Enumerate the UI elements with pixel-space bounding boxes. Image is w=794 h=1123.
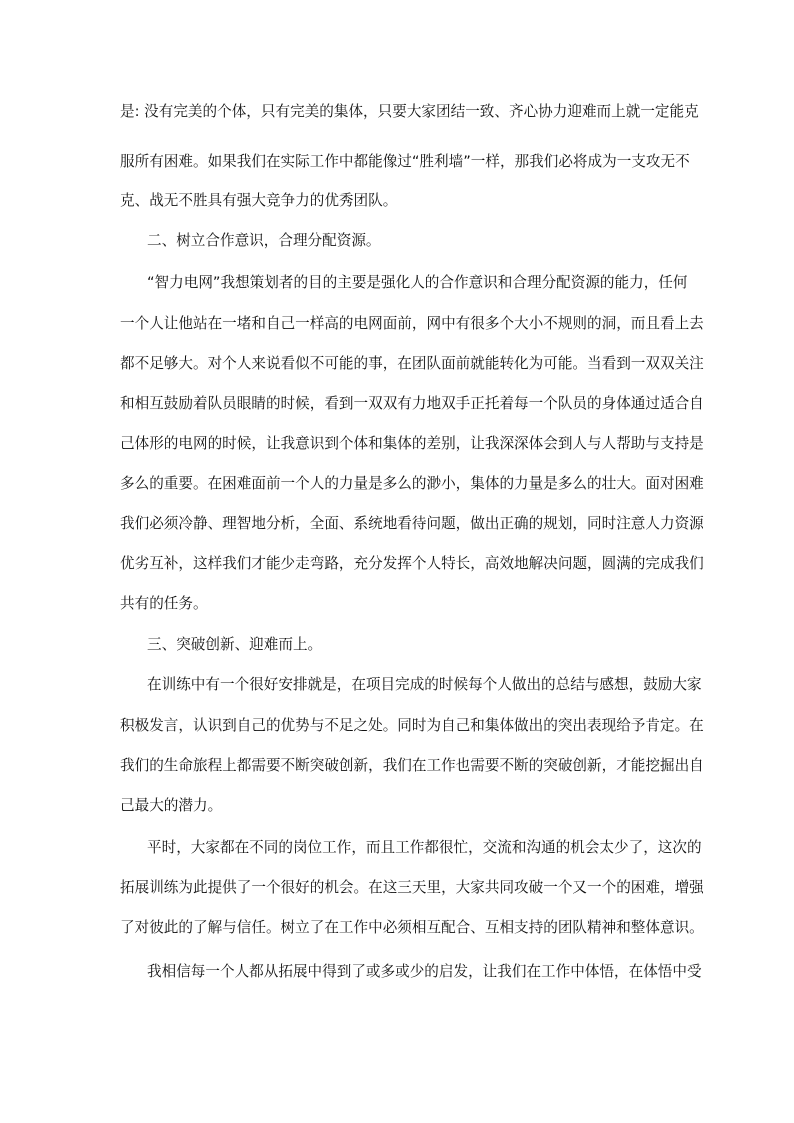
text-line: 我们必须冷静、理智地分析，全面、系统地看待问题，做出正确的规划，同时注意人力资源 <box>120 515 704 532</box>
text-line: 积极发言，认识到自己的优势与不足之处。同时为自己和集体做出的突出表现给予肯定。在 <box>120 717 704 734</box>
text-line: 了对彼此的了解与信任。树立了在工作中必须相互配合、互相支持的团队精神和整体意识。 <box>120 919 704 936</box>
text-line: 拓展训练为此提供了一个很好的机会。在这三天里，大家共同攻破一个又一个的困难，增强 <box>120 879 704 896</box>
text-line: 克、战无不胜具有强大竞争力的优秀团队。 <box>120 192 398 209</box>
text-line: 是: 没有完美的个体，只有完美的集体，只要大家团结一致、齐心协力迎难而上就一定能克 <box>120 103 699 120</box>
section-heading: 三、突破创新、迎难而上。 <box>147 636 323 653</box>
text-line: 平时，大家都在不同的岗位工作，而且工作都很忙，交流和沟通的机会太少了，这次的 <box>147 839 702 856</box>
text-line: 我们的生命旅程上都需要不断突破创新，我们在工作也需要不断的突破创新，才能挖掘出自 <box>120 757 704 774</box>
text-line: 和相互鼓励着队员眼睛的时候，看到一双双有力地双手正托着每一个队员的身体通过适合自 <box>120 395 704 412</box>
text-line: 共有的任务。 <box>120 595 208 612</box>
text-line: 己体形的电网的时候，让我意识到个体和集体的差别，让我深深体会到人与人帮助与支持是 <box>120 435 704 452</box>
text-line: 都不足够大。对个人来说看似不可能的事，在团队面前就能转化为可能。当看到一双双关注 <box>120 355 704 372</box>
text-line: “智力电网”我想策划者的目的主要是强化人的合作意识和合理分配资源的能力，任何 <box>147 274 688 291</box>
text-line: 己最大的潜力。 <box>120 797 223 814</box>
text-line: 服所有困难。如果我们在实际工作中都能像过“胜利墙”一样，那我们必将成为一支攻无不 <box>120 153 690 170</box>
text-line: 在训练中有一个很好安排就是，在项目完成的时候每个人做出的总结与感想，鼓励大家 <box>147 676 702 693</box>
text-line: 多么的重要。在困难面前一个人的力量是多么的渺小，集体的力量是多么的壮大。面对困难 <box>120 475 704 492</box>
text-line: 优劣互补，这样我们才能少走弯路，充分发挥个人特长，高效地解决问题，圆满的完成我们 <box>120 555 704 572</box>
text-line: 一个人让他站在一堵和自己一样高的电网面前，网中有很多个大小不规则的洞，而且看上去 <box>120 315 704 332</box>
section-heading: 二、树立合作意识，合理分配资源。 <box>147 232 381 249</box>
text-line: 我相信每一个人都从拓展中得到了或多或少的启发，让我们在工作中体悟，在体悟中受 <box>147 963 702 980</box>
